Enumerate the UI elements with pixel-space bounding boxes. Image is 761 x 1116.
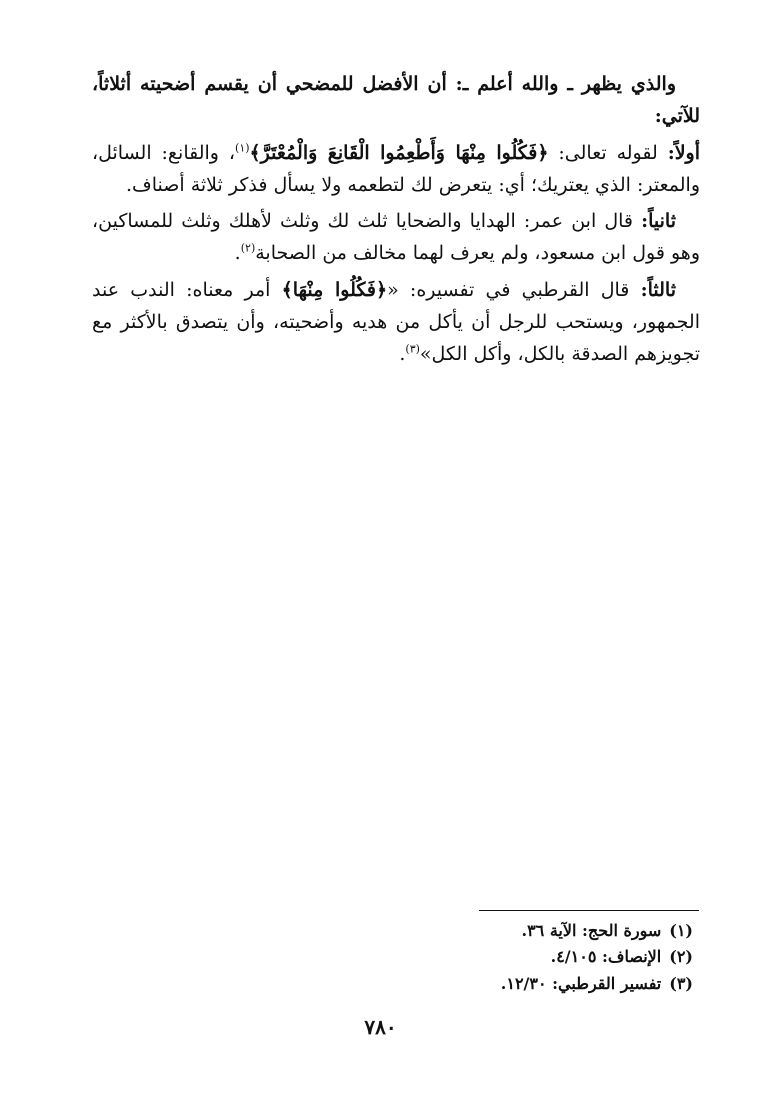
footnote-ref-3: (٣) [405, 343, 420, 357]
point-1-before-quote: لقوله تعالى: [548, 141, 668, 164]
intro-paragraph [92, 68, 700, 133]
footnote-item [293, 944, 693, 970]
footnote-text: تفسير القرطبي: ١٢/٣٠. [500, 973, 662, 993]
footnote-text: سورة الحج: الآية ٣٦. [521, 921, 662, 940]
intro-text: والذي يظهر ـ والله أعلم ـ: أن الأفضل للمضحي أن يقسم أضحيته أثلاثاً، للآتي: [92, 73, 700, 128]
point-1-after-quote: ، والقانع: السائل، والمعتر: الذي يعتريك؛ أي: يتعرض لك لتطعمه ولا يسأل فذكر ثلاثة أصناف. [92, 141, 700, 196]
point-1-paragraph [92, 137, 700, 202]
footnote-item [293, 971, 693, 997]
point-2-text: قال ابن عمر: الهدايا والضحايا ثلث لك وثلث لأهلك وثلث للمساكين، وهو قول ابن مسعود، ولم يعرف لهما مخالف من الصحابة [92, 210, 700, 265]
point-1-lead: أولاً: [667, 141, 700, 164]
point-2-end: . [234, 242, 241, 265]
point-3-after-quote: أمر معناه: الندب عند الجمهور، ويستحب للرجل أن يأكل من هديه وأضحيته، وأن يتصدق بالأكثر مع تجويزهم الصدقة بالكل، وأكل الكل» [92, 278, 700, 366]
point-3-paragraph [92, 274, 700, 371]
footnote-number: (٣) [669, 973, 693, 993]
point-3-end: . [399, 343, 406, 366]
footnotes [293, 918, 693, 997]
point-2-paragraph [92, 205, 700, 270]
point-3-before-quote: قال القرطبي في تفسيره: « [387, 278, 641, 301]
main-text [92, 68, 700, 375]
point-1-quran-quote: ﴿فَكُلُوا مِنْهَا وَأَطْعِمُوا الْقَانِعَ وَالْمُعْتَرَّ﴾ [249, 141, 549, 164]
footnote-item [293, 918, 693, 944]
page-number: ٧٨٠ [364, 1015, 397, 1039]
point-3-quran-quote: ﴿فَكُلُوا مِنْهَا﴾ [281, 278, 388, 301]
footnote-ref-2: (٢) [240, 242, 256, 256]
footnote-divider [479, 910, 699, 911]
footnote-number: (٢) [669, 947, 693, 967]
point-3-lead: ثالثاً: [640, 278, 676, 301]
footnote-number: (١) [669, 921, 693, 940]
footnote-text: الإنصاف: ٤/١٠٥. [550, 947, 662, 967]
point-2-lead: ثانياً: [641, 210, 676, 233]
footnote-ref-1: (١) [235, 141, 250, 155]
